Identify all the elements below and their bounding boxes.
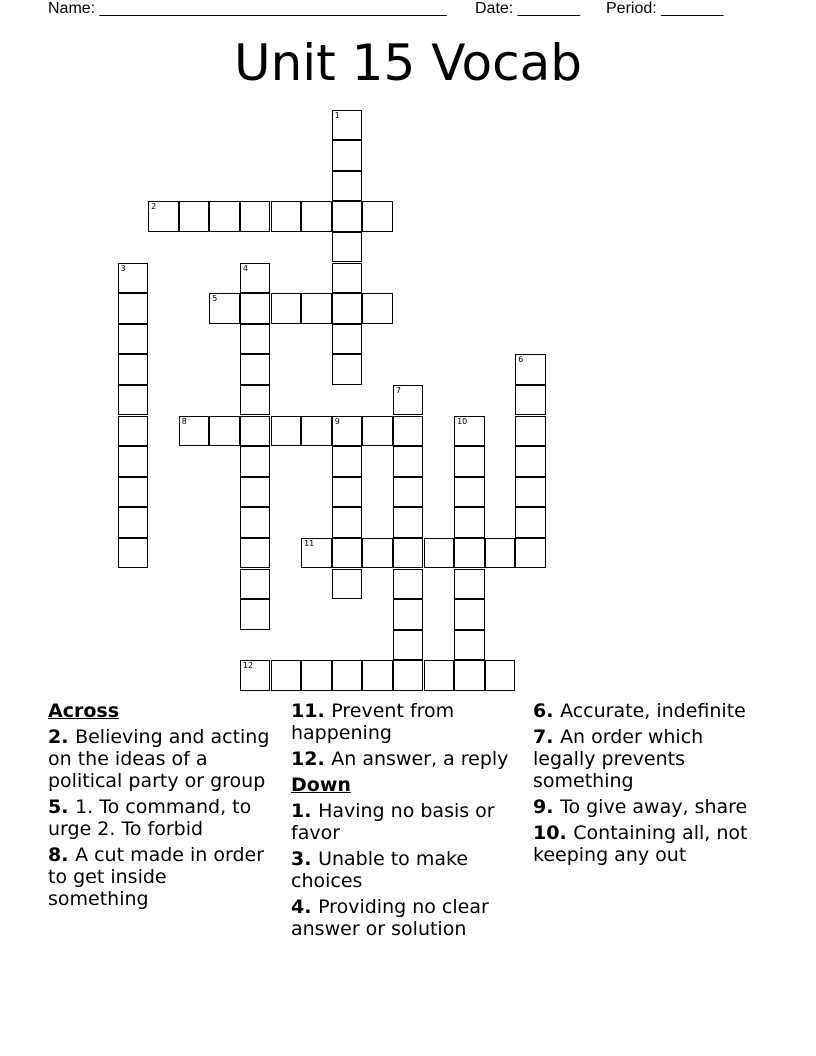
crossword-cell[interactable]	[118, 324, 149, 355]
crossword-cell[interactable]	[240, 507, 271, 538]
crossword-cell[interactable]	[240, 660, 271, 691]
clue-text: Accurate, indefinite	[560, 700, 746, 722]
crossword-cell[interactable]	[362, 293, 393, 324]
crossword-cell[interactable]	[454, 507, 485, 538]
crossword-cell[interactable]	[148, 201, 179, 232]
crossword-cell[interactable]	[454, 630, 485, 661]
down-heading: Down	[291, 774, 351, 796]
crossword-cell[interactable]	[362, 201, 393, 232]
crossword-cell[interactable]	[271, 293, 302, 324]
crossword-cell[interactable]	[179, 201, 210, 232]
crossword-cell[interactable]	[454, 416, 485, 447]
clue-item	[291, 748, 526, 770]
clue-number: 12.	[291, 748, 332, 770]
clue-number: 3.	[291, 848, 319, 870]
crossword-cell[interactable]	[332, 660, 363, 691]
cell-number: 7	[395, 385, 401, 395]
crossword-cell[interactable]	[332, 171, 363, 202]
clue-text: Prevent from happening	[291, 700, 455, 744]
crossword-cell[interactable]	[271, 416, 302, 447]
date-field-label: Date: _______	[475, 0, 580, 17]
cell-number: 6	[518, 355, 524, 365]
crossword-cell[interactable]	[118, 446, 149, 477]
clue-number: 7.	[533, 726, 561, 748]
clue-item	[291, 848, 526, 892]
crossword-cell[interactable]	[515, 385, 546, 416]
clue-item	[291, 800, 526, 844]
crossword-cell[interactable]	[301, 538, 332, 569]
crossword-cell[interactable]	[179, 416, 210, 447]
crossword-cell[interactable]	[240, 569, 271, 600]
crossword-cell[interactable]	[118, 293, 149, 324]
clue-item	[48, 726, 273, 792]
clues-column-1	[48, 700, 273, 914]
crossword-cell[interactable]	[454, 569, 485, 600]
crossword-cell[interactable]	[362, 660, 393, 691]
crossword-cell[interactable]	[118, 416, 149, 447]
clue-number: 11.	[291, 700, 332, 722]
crossword-cell[interactable]	[454, 538, 485, 569]
crossword-cell[interactable]	[271, 201, 302, 232]
crossword-cell[interactable]	[515, 538, 546, 569]
crossword-cell[interactable]	[393, 599, 424, 630]
clue-item	[291, 700, 526, 744]
crossword-cell[interactable]	[393, 446, 424, 477]
crossword-cell[interactable]	[393, 477, 424, 508]
clue-item	[291, 896, 526, 940]
cell-number: 12	[242, 661, 254, 671]
crossword-cell[interactable]	[332, 110, 363, 141]
clue-number: 1.	[291, 800, 319, 822]
clue-item	[533, 700, 748, 722]
crossword-cell[interactable]	[485, 538, 516, 569]
crossword-cell[interactable]	[515, 446, 546, 477]
clue-item	[533, 796, 748, 818]
crossword-cell[interactable]	[515, 354, 546, 385]
crossword-cell[interactable]	[393, 538, 424, 569]
clue-text: 1. To command, to urge 2. To forbid	[48, 796, 252, 840]
page-title: Unit 15 Vocab	[234, 34, 582, 92]
clue-item	[533, 726, 748, 792]
clue-text: Unable to make choices	[291, 848, 469, 892]
crossword-cell[interactable]	[515, 416, 546, 447]
clue-number: 5.	[48, 796, 76, 818]
crossword-cell[interactable]	[118, 263, 149, 294]
crossword-cell[interactable]	[118, 477, 149, 508]
crossword-cell[interactable]	[332, 416, 363, 447]
clue-text: Providing no clear answer or solution	[291, 896, 489, 940]
crossword-cell[interactable]	[393, 630, 424, 661]
crossword-cell[interactable]	[240, 324, 271, 355]
clue-item	[48, 844, 273, 910]
crossword-cell[interactable]	[485, 660, 516, 691]
crossword-cell[interactable]	[332, 354, 363, 385]
crossword-cell[interactable]	[454, 477, 485, 508]
clue-number: 6.	[533, 700, 561, 722]
crossword-cell[interactable]	[240, 538, 271, 569]
crossword-cell[interactable]	[332, 324, 363, 355]
crossword-cell[interactable]	[362, 538, 393, 569]
clue-text: An order which legally prevents something	[533, 726, 704, 792]
cell-number: 8	[181, 416, 187, 426]
crossword-cell[interactable]	[332, 293, 363, 324]
clue-number: 8.	[48, 844, 76, 866]
cell-number: 1	[334, 110, 340, 120]
clue-text: Having no basis or favor	[291, 800, 495, 844]
cell-number: 2	[151, 202, 157, 212]
clue-text: To give away, share	[560, 796, 748, 818]
cell-number: 10	[457, 416, 468, 426]
crossword-cell[interactable]	[301, 293, 332, 324]
clue-text: A cut made in order to get inside something	[48, 844, 265, 910]
crossword-cell[interactable]	[424, 538, 455, 569]
cell-number: 11	[304, 538, 315, 548]
crossword-cell[interactable]	[332, 477, 363, 508]
crossword-cell[interactable]	[454, 660, 485, 691]
clue-text: Containing all, not keeping any out	[533, 822, 748, 866]
crossword-cell[interactable]	[332, 263, 363, 294]
crossword-cell[interactable]	[393, 569, 424, 600]
crossword-cell[interactable]	[240, 446, 271, 477]
crossword-cell[interactable]	[362, 416, 393, 447]
crossword-cell[interactable]	[118, 354, 149, 385]
crossword-cell[interactable]	[240, 201, 271, 232]
clues-column-2	[291, 700, 526, 944]
crossword-cell[interactable]	[332, 201, 363, 232]
crossword-cell[interactable]	[118, 385, 149, 416]
crossword-cell[interactable]	[332, 446, 363, 477]
crossword-cell[interactable]	[301, 660, 332, 691]
crossword-cell[interactable]	[240, 263, 271, 294]
crossword-cell[interactable]	[240, 354, 271, 385]
crossword-cell[interactable]	[209, 416, 240, 447]
clue-item	[48, 796, 273, 840]
crossword-cell[interactable]	[454, 599, 485, 630]
period-field-label: Period: _______	[606, 0, 724, 17]
crossword-cell[interactable]	[393, 416, 424, 447]
crossword-cell[interactable]	[332, 140, 363, 171]
crossword-cell[interactable]	[393, 660, 424, 691]
clue-number: 2.	[48, 726, 76, 748]
crossword-cell[interactable]	[454, 446, 485, 477]
across-heading: Across	[48, 700, 120, 722]
crossword-cell[interactable]	[271, 660, 302, 691]
crossword-cell[interactable]	[118, 507, 149, 538]
clues-column-3	[533, 700, 748, 870]
crossword-cell[interactable]	[393, 385, 424, 416]
clue-number: 9.	[533, 796, 561, 818]
crossword-cell[interactable]	[209, 201, 240, 232]
cell-number: 9	[334, 416, 340, 426]
crossword-cell[interactable]	[332, 507, 363, 538]
crossword-cell[interactable]	[515, 507, 546, 538]
crossword-cell[interactable]	[301, 201, 332, 232]
cell-number: 3	[120, 263, 126, 273]
crossword-cell[interactable]	[240, 416, 271, 447]
crossword-cell[interactable]	[424, 660, 455, 691]
clue-number: 10.	[533, 822, 574, 844]
crossword-cell[interactable]	[240, 599, 271, 630]
crossword-cell[interactable]	[393, 507, 424, 538]
cell-number: 5	[212, 294, 218, 304]
crossword-cell[interactable]	[332, 538, 363, 569]
clue-item	[533, 822, 748, 866]
crossword-cell[interactable]	[118, 538, 149, 569]
crossword-cell[interactable]	[332, 232, 363, 263]
crossword-cell[interactable]	[240, 385, 271, 416]
crossword-cell[interactable]	[240, 477, 271, 508]
crossword-cell[interactable]	[301, 416, 332, 447]
clue-number: 4.	[291, 896, 319, 918]
crossword-cell[interactable]	[332, 569, 363, 600]
crossword-cell[interactable]	[515, 477, 546, 508]
name-field-label: Name: _______________________________________	[48, 0, 447, 17]
crossword-cell[interactable]	[209, 293, 240, 324]
cell-number: 4	[242, 263, 248, 273]
crossword-cell[interactable]	[240, 293, 271, 324]
clue-text: An answer, a reply	[331, 748, 509, 770]
clue-text: Believing and acting on the ideas of a political party or group	[48, 726, 270, 792]
